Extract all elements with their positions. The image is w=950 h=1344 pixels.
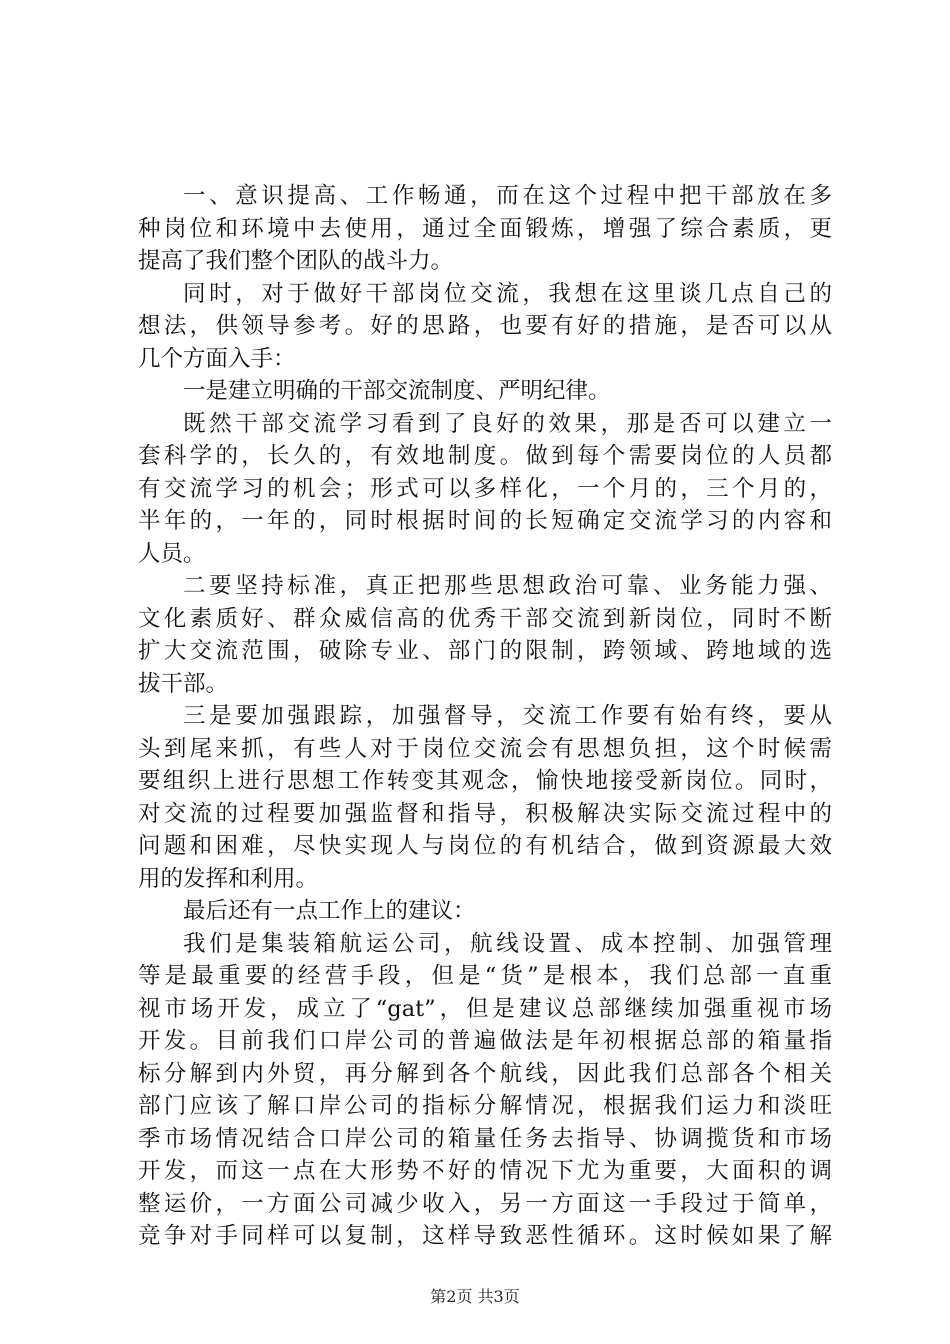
- text-line: 扩大交流范围，破除专业、部门的限制，跨领域、跨地域的选: [138, 638, 832, 664]
- text-line: 文化素质好、群众威信高的优秀干部交流到新岗位，同时不断: [138, 605, 832, 632]
- text-line: 标分解到内外贸，再分解到各个航线，因此我们总部各个相关: [138, 1060, 832, 1087]
- text-line: 提高了我们整个团队的战斗力。: [138, 248, 454, 274]
- text-line: 整运价，一方面公司减少收入，另一方面这一手段过于简单，: [138, 1190, 832, 1217]
- text-line: 开发。目前我们口岸公司的普遍做法是年初根据总部的箱量指: [138, 1028, 832, 1054]
- text-line: 我们是集装箱航运公司，航线设置、成本控制、加强管理: [183, 930, 832, 957]
- text-line: 季市场情况结合口岸公司的箱量任务去指导、协调揽货和市场: [138, 1125, 832, 1152]
- text-line: 视市场开发，成立了“gat”，但是建议总部继续加强重视市场: [138, 995, 832, 1022]
- text-line: 几个方面入手：: [138, 345, 296, 372]
- text-line: 竞争对手同样可以复制，这样导致恶性循环。这时候如果了解: [138, 1223, 832, 1249]
- text-line: 最后还有一点工作上的建议：: [183, 898, 476, 924]
- text-line: 问题和困难，尽快实现人与岗位的有机结合，做到资源最大效: [138, 833, 832, 859]
- document-body: [138, 180, 832, 1253]
- text-line: 有交流学习的机会；形式可以多样化，一个月的，三个月的，: [138, 475, 832, 502]
- text-line: 拔干部。: [138, 670, 229, 697]
- text-line: 对交流的过程要加强监督和指导，积极解决实际交流过程中的: [138, 800, 832, 827]
- text-line: 头到尾来抓，有些人对于岗位交流会有思想负担，这个时候需: [138, 735, 832, 762]
- text-line: 二要坚持标准，真正把那些思想政治可靠、业务能力强、: [183, 573, 832, 599]
- text-line: 用的发挥和利用。: [138, 865, 319, 892]
- text-line: 等是最重要的经营手段，但是“货”是根本，我们总部一直重: [138, 963, 832, 989]
- text-line: 三是要加强跟踪，加强督导，交流工作要有始有终，要从: [183, 703, 832, 729]
- text-line: 人员。: [138, 540, 206, 567]
- text-line: 既然干部交流学习看到了良好的效果，那是否可以建立一: [183, 410, 832, 437]
- text-line: 开发，而这一点在大形势不好的情况下尤为重要，大面积的调: [138, 1158, 832, 1184]
- text-line: 想法，供领导参考。好的思路，也要有好的措施，是否可以从: [138, 313, 832, 339]
- page-number-footer: 第2页 共3页: [430, 1287, 520, 1306]
- text-line: 要组织上进行思想工作转变其观念，愉快地接受新岗位。同时，: [138, 768, 832, 794]
- text-line: 半年的，一年的，同时根据时间的长短确定交流学习的内容和: [138, 508, 832, 534]
- text-line: 一是建立明确的干部交流制度、严明纪律。: [183, 378, 611, 404]
- text-line: 种岗位和环境中去使用，通过全面锻炼，增强了综合素质，更: [138, 215, 832, 242]
- text-line: 一、意识提高、工作畅通，而在这个过程中把干部放在多: [183, 183, 832, 209]
- text-line: 同时，对于做好干部岗位交流，我想在这里谈几点自己的: [183, 280, 832, 307]
- text-line: 套科学的，长久的，有效地制度。做到每个需要岗位的人员都: [138, 443, 832, 469]
- text-line: 部门应该了解口岸公司的指标分解情况，根据我们运力和淡旺: [138, 1093, 832, 1119]
